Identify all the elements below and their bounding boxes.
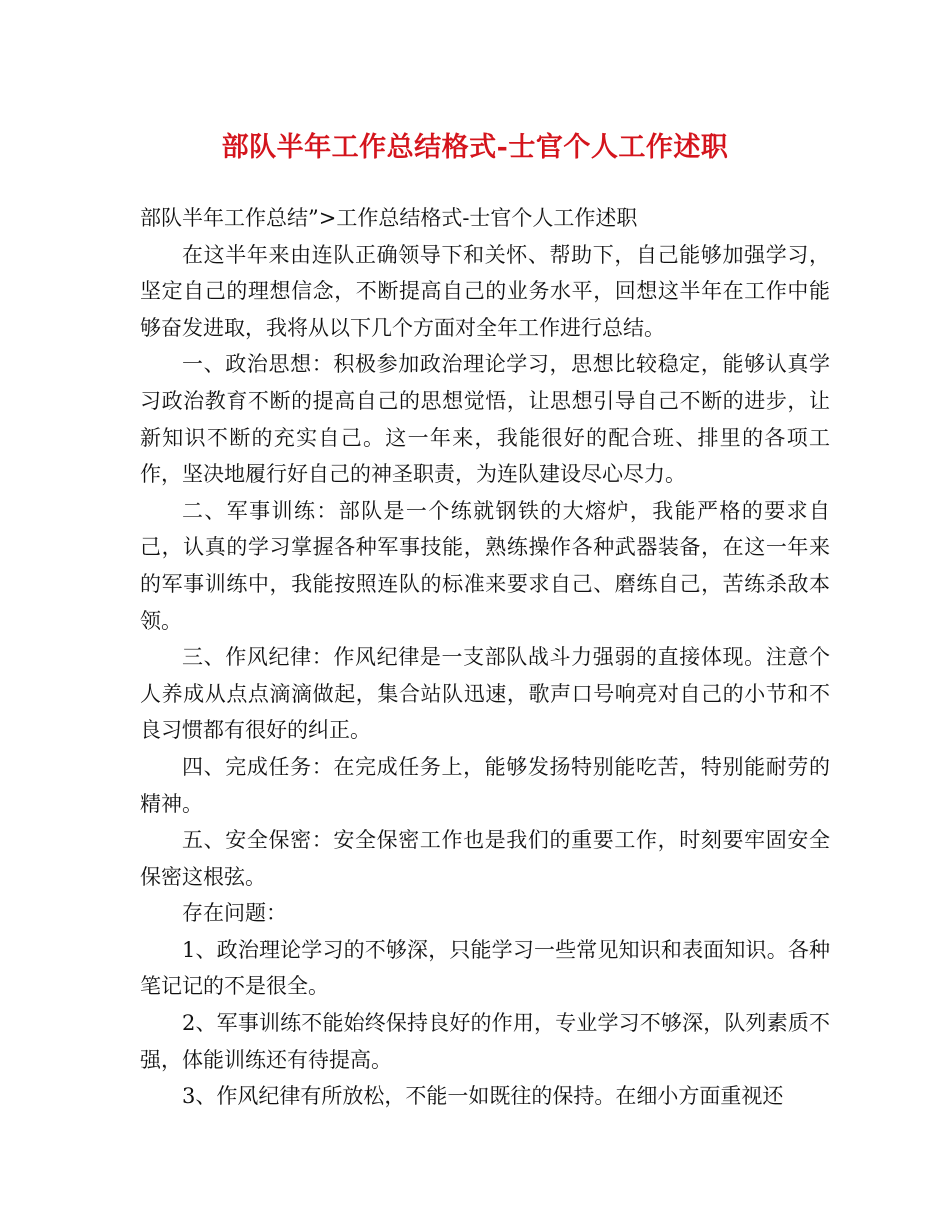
paragraph-problem-3: 3、作风纪律有所放松，不能一如既往的保持。在细小方面重视还 [182, 1084, 784, 1109]
paragraph-discipline: 三、作风纪律：作风纪律是一支部队战斗力强弱的直接体现。注意个人养成从点点滴滴做起，集合站队迅速，歌声口号响亮对自己的小节和不良习惯都有很好的纠正。 [140, 645, 830, 743]
paragraph-problem-2: 2、军事训练不能始终保持良好的作用，专业学习不够深，队列素质不强，体能训练还有待提高。 [140, 1011, 830, 1072]
paragraph-military-training: 二、军事训练：部队是一个练就钢铁的大熔炉，我能严格的要求自己，认真的学习掌握各种军事技能，熟练操作各种武器装备，在这一年来的军事训练中，我能按照连队的标准来要求自己、磨练自己，苦练杀敌本领。 [140, 498, 830, 633]
paragraph-tasks: 四、完成任务：在完成任务上，能够发扬特别能吃苦，特别能耐劳的精神。 [140, 754, 830, 816]
document-title: 部队半年工作总结格式-士官个人工作述职 [221, 132, 729, 163]
breadcrumb-line: 部队半年工作总结”>工作总结格式-士官个人工作述职 [140, 206, 638, 230]
paragraph-intro: 在这半年来由连队正确领导下和关怀、帮助下，自己能够加强学习，坚定自己的理想信念，不断提高自己的业务水平，回想这半年在工作中能够奋发进取，我将从以下几个方面对全年工作进行总结。 [140, 242, 830, 340]
paragraph-problem-1: 1、政治理论学习的不够深，只能学习一些常见知识和表面知识。各种笔记记的不是很全。 [140, 937, 830, 999]
paragraph-security: 五、安全保密：安全保密工作也是我们的重要工作，时刻要牢固安全保密这根弦。 [140, 828, 830, 889]
document-body [140, 200, 830, 1115]
paragraph-political: 一、政治思想：积极参加政治理论学习，思想比较稳定，能够认真学习政治教育不断的提高自己的思想觉悟，让思想引导自己不断的进步，让新知识不断的充实自己。这一年来，我能很好的配合班、排里的各项工作，坚决地履行好自己的神圣职责，为连队建设尽心尽力。 [140, 352, 830, 487]
paragraph-problems-heading: 存在问题： [182, 901, 287, 926]
